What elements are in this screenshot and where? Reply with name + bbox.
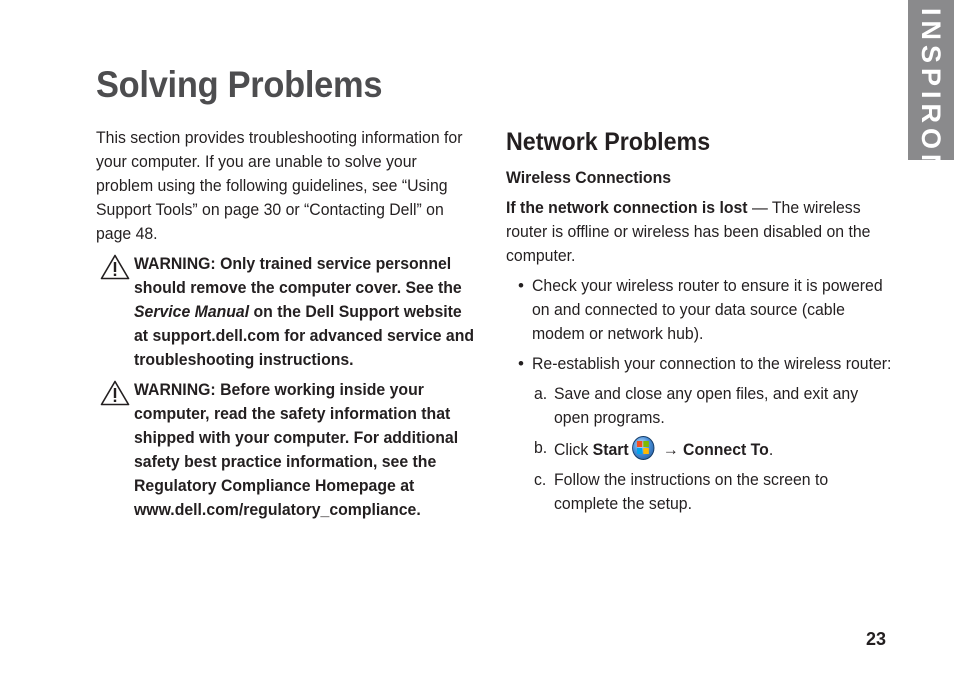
left-column (96, 126, 480, 522)
warning-text-start: WARNING: Only trained service personnel should remove the computer cover. See the (134, 254, 462, 297)
step-text (554, 436, 889, 462)
warning-text-end: on the Dell Support website at support.dell.com for advanced service and troubleshooting instructions. (134, 302, 475, 369)
step-letter: a. (534, 384, 548, 403)
bullet-text: Check your wireless router to ensure it is powered on and connected to your data source (cable modem or network hub). (532, 276, 883, 343)
page-number: 23 (866, 629, 887, 649)
step-suffix: . (768, 440, 774, 459)
arrow: → (658, 440, 684, 459)
network-problems-heading: Network Problems (506, 128, 711, 156)
wireless-connections-heading: Wireless Connections (506, 168, 672, 187)
brand-side-tab (908, 0, 954, 179)
service-manual-emphasis: Service Manual (134, 302, 250, 321)
warning-text (134, 252, 478, 372)
bullet-mark: • (518, 276, 524, 295)
warning-triangle-icon (100, 380, 130, 406)
step-letter: c. (534, 470, 547, 489)
step-text: Save and close any open files, and exit any open programs. (554, 384, 859, 427)
list-item (506, 352, 896, 376)
step-prefix: Click (554, 440, 593, 459)
troubleshooting-bullets (506, 274, 896, 376)
brand-side-tab-label: INSPIRON (916, 8, 946, 179)
list-item (506, 274, 896, 346)
step-item (534, 436, 896, 462)
windows-logo-icon (637, 441, 650, 455)
connection-lost-paragraph (506, 196, 897, 268)
bullet-text: Re-establish your connection to the wireless router: (532, 354, 892, 373)
warning-service-personnel (96, 252, 480, 372)
windows-start-icon (632, 436, 654, 460)
intro-paragraph: This section provides troubleshooting information for your computer. If you are unable to solve your problem using the following guidelines, see “Using Support Tools” on page 30 or “Contacting Dell” on page 48. (96, 128, 463, 243)
connection-lost-text: — The wireless router is offline or wireless has been disabled on the computer. (506, 198, 871, 265)
right-column (506, 126, 896, 522)
warning-safety-information (96, 378, 480, 522)
step-item (534, 468, 896, 516)
page-title: Solving Problems (96, 64, 383, 105)
bullet-mark: • (518, 354, 524, 373)
step-letter: b. (534, 438, 548, 457)
warning-text: WARNING: Before working inside your computer, read the safety information that shipped with your computer. For additional safety best practice information, see the Regulatory Compliance Homepage at www.dell.com/regulatory_compliance. (134, 380, 459, 519)
reconnect-steps (506, 382, 896, 516)
connection-lost-label: If the network connection is lost (506, 198, 748, 217)
step-item (534, 382, 896, 430)
start-label: Start (592, 440, 629, 459)
connect-to-label: Connect To (683, 440, 769, 459)
warning-triangle-icon (100, 254, 130, 280)
step-text: Follow the instructions on the screen to complete the setup. (554, 470, 829, 513)
